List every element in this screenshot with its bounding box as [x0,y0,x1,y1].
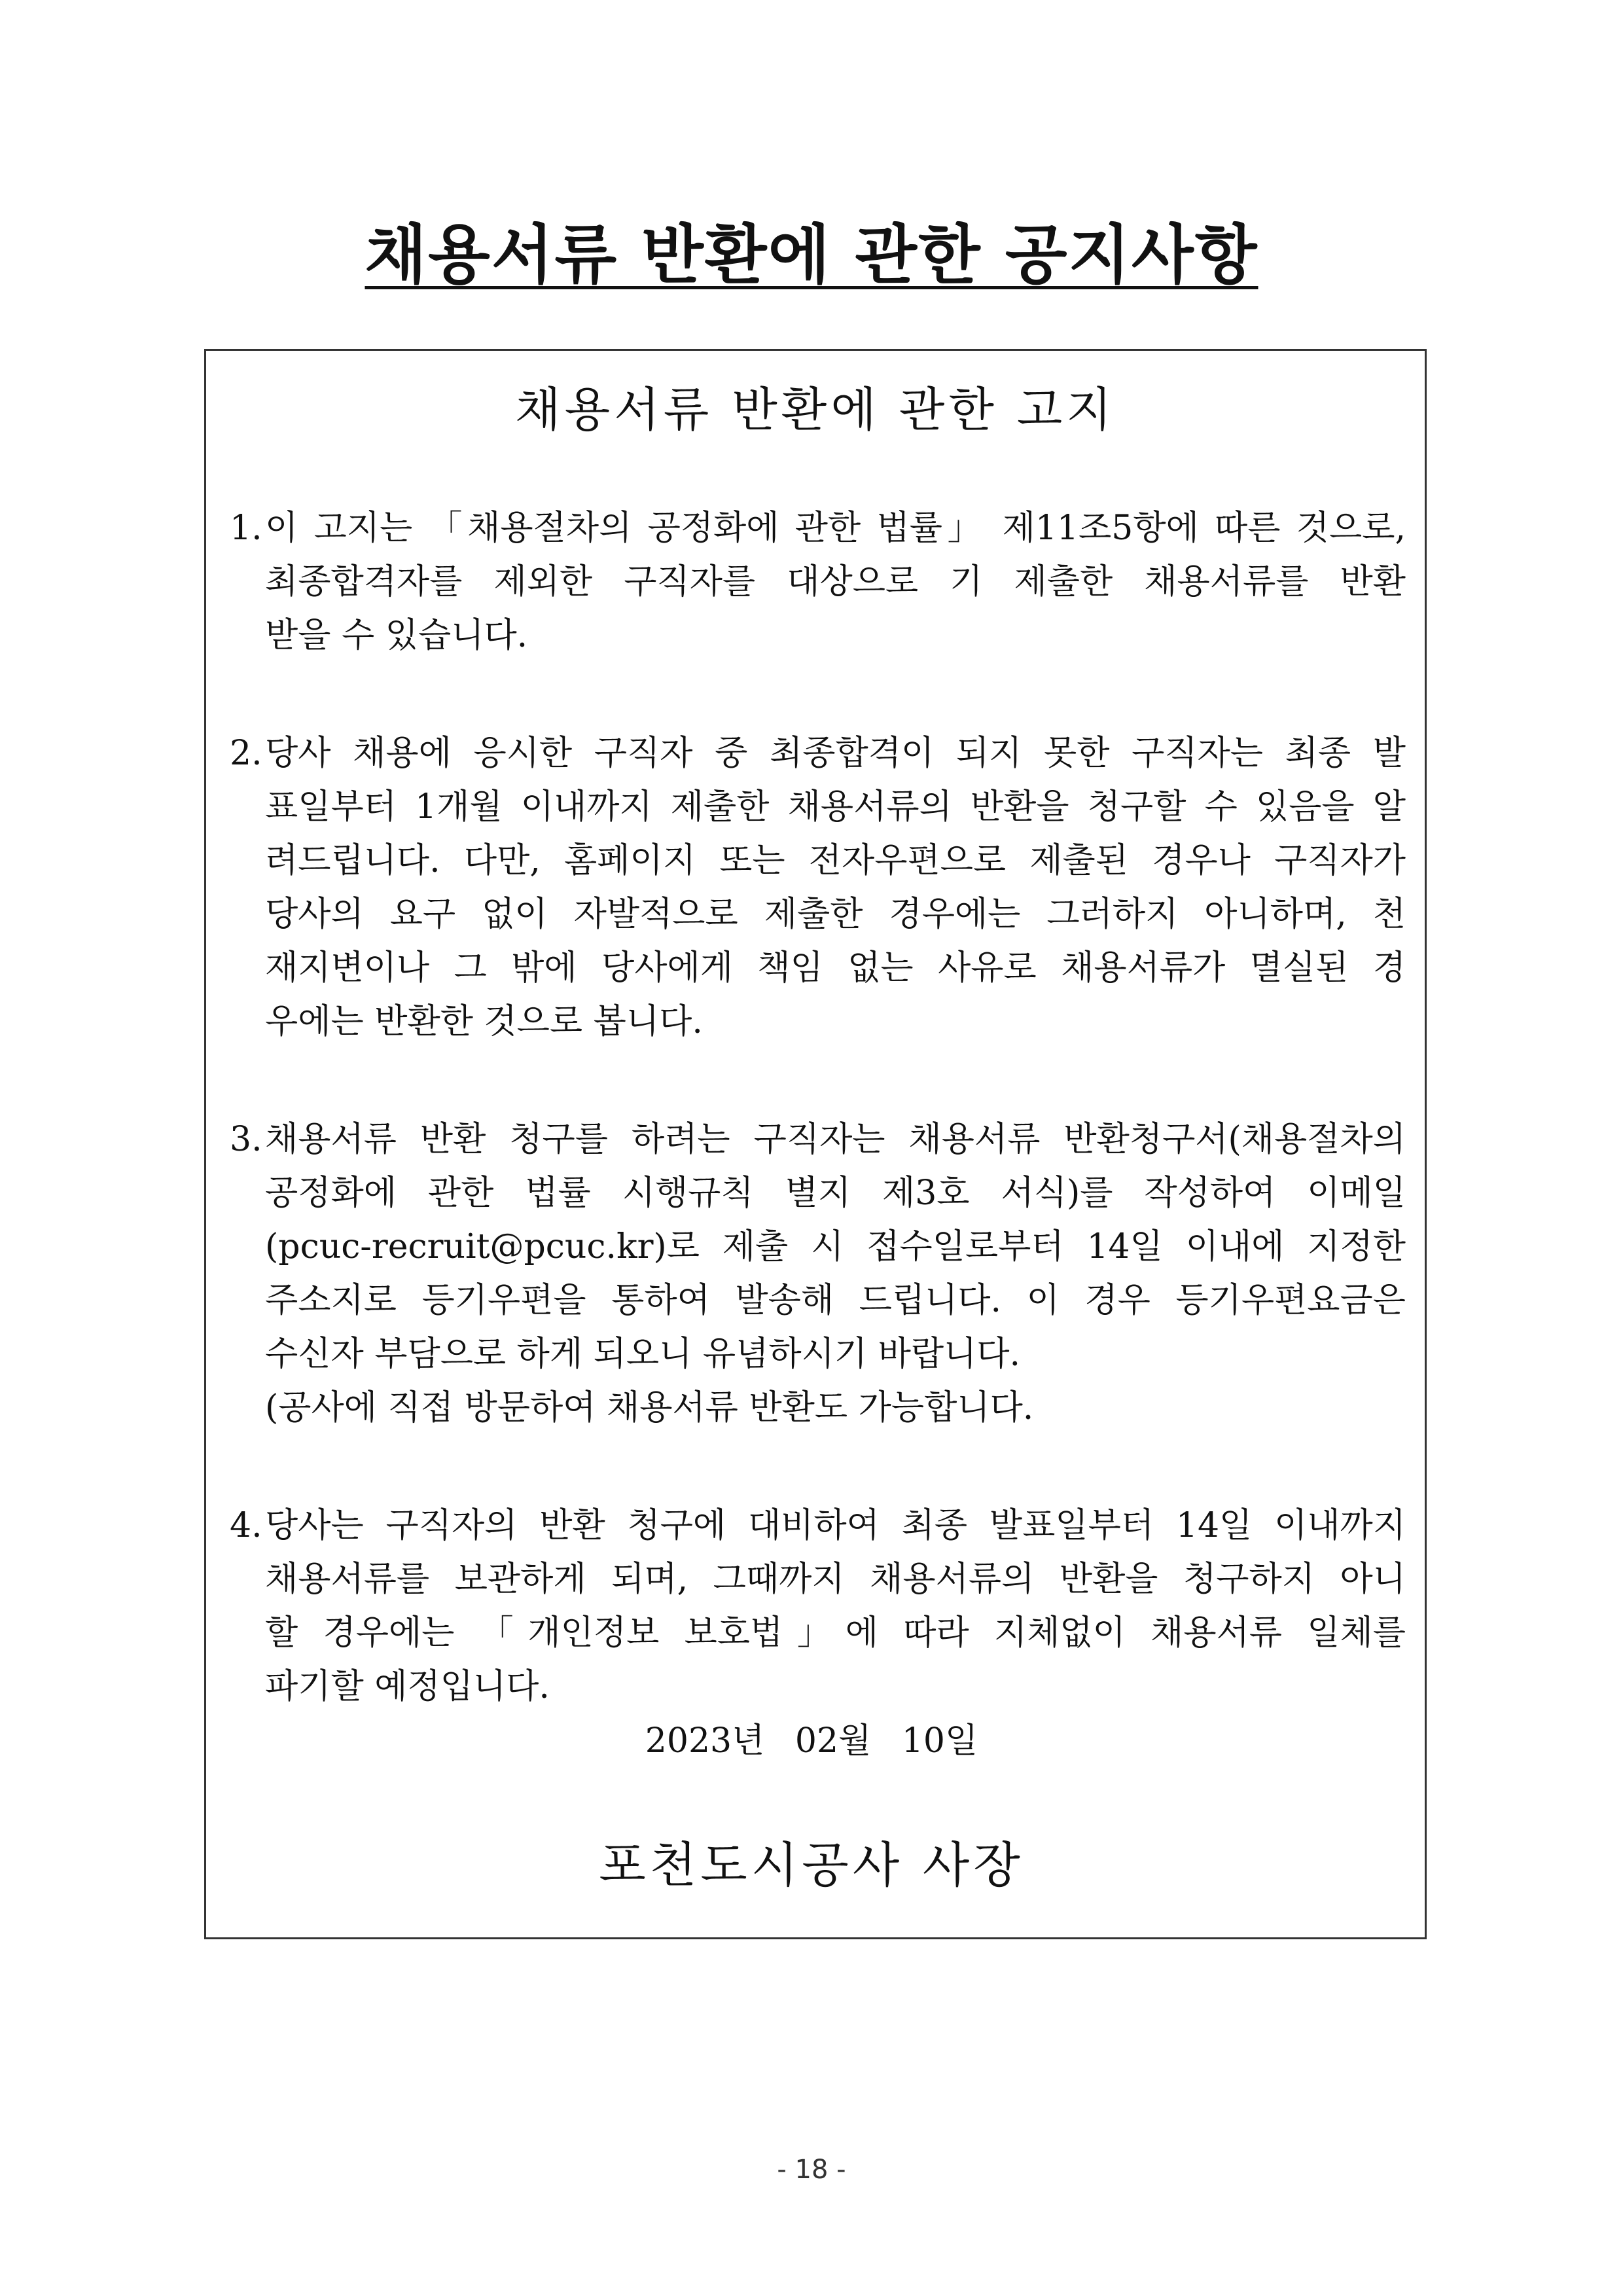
notice-items [218,501,1406,1713]
item-line: (공사에 직접 방문하여 채용서류 반환도 가능합니다. [265,1388,1034,1427]
notice-item-2 [218,726,1406,1049]
item-line: 공정화에 관한 법률 시행규칙 별지 제3호 서식)를 작성하여 이메일 [265,1174,1406,1213]
item-number: 3. [230,1120,262,1159]
item-line: 할 경우에는 「개인정보 보호법」에 따라 지체없이 채용서류 일체를 [265,1613,1406,1653]
item-line: (pcuc-recruit@pcuc.kr)로 제출 시 접수일로부터 14일 이내에 지정한 [265,1227,1406,1266]
item-number: 1. [230,509,262,548]
notice-heading: 채용서류 반환에 관한 고지 [515,382,1116,437]
item-line: 최종합격자를 제외한 구직자를 대상으로 기 제출한 채용서류를 반환 [265,562,1406,601]
item-line: 당사의 요구 없이 자발적으로 제출한 경우에는 그러하지 아니하며, 천 [265,895,1406,934]
item-line: 당사는 구직자의 반환 청구에 대비하여 최종 발표일부터 14일 이내까지 [265,1506,1406,1545]
page-title-text: 채용서류 반환에 관한 공지사항 [365,218,1258,293]
item-line: 이 고지는 「채용절차의 공정화에 관한 법률」 제11조5항에 따른 것으로, [265,509,1406,548]
item-line: 채용서류 반환 청구를 하려는 구직자는 채용서류 반환청구서(채용절차의 [265,1120,1406,1159]
item-number: 4. [230,1506,262,1545]
page-title [0,213,1623,298]
notice-date: 2023년 02월 10일 [645,1721,978,1761]
item-line: 받을 수 있습니다. [265,616,528,655]
item-line: 주소지로 등기우편을 통하여 발송해 드립니다. 이 경우 등기우편요금은 [265,1281,1406,1320]
notice-item-1 [218,501,1406,662]
item-line: 당사 채용에 응시한 구직자 중 최종합격이 되지 못한 구직자는 최종 발 [265,734,1406,773]
item-line: 파기할 예정입니다. [265,1667,550,1706]
item-line: 우에는 반환한 것으로 봅니다. [265,1002,703,1041]
item-line: 재지변이나 그 밖에 당사에게 책임 없는 사유로 채용서류가 멸실된 경 [265,948,1406,988]
item-line: 채용서류를 보관하게 되며, 그때까지 채용서류의 반환을 청구하지 아니 [265,1560,1406,1599]
item-line: 려드립니다. 다만, 홈페이지 또는 전자우편으로 제출된 경우나 구직자가 [265,841,1406,880]
item-number: 2. [230,734,262,773]
item-line: 표일부터 1개월 이내까지 제출한 채용서류의 반환을 청구할 수 있음을 알 [265,787,1406,827]
page-number: - 18 - [777,2155,846,2185]
notice-box [204,349,1427,1939]
signature: 포천도시공사 사장 [599,1837,1024,1893]
notice-item-3 [218,1113,1406,1435]
notice-item-4 [218,1499,1406,1713]
item-line: 수신자 부담으로 하게 되오니 유념하시기 바랍니다. [265,1335,1021,1374]
